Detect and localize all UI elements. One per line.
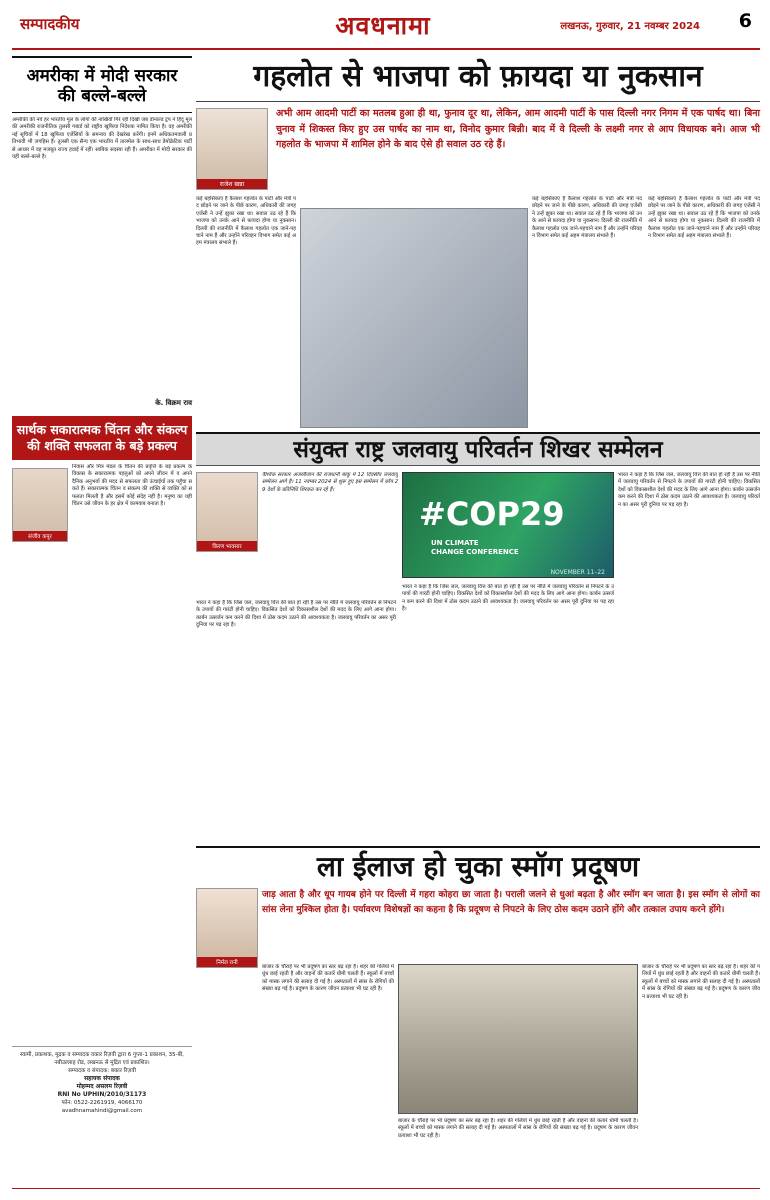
- politician-photo: [300, 208, 528, 428]
- logo-text: अवधनामा: [335, 11, 431, 40]
- phone: फोन: 0522-2261919, 4066170: [61, 1100, 143, 1106]
- author-name-2: किरण भावसार: [197, 541, 257, 551]
- left-column: [12, 56, 192, 1136]
- imprint-box: [12, 1046, 192, 1146]
- left-article-title: अमरीका में मोदी सरकार की बल्ले-बल्ले: [12, 56, 192, 113]
- left-article-body: अमरीकी की नये हर भारतीय मूल के लोगों की नाखियाँ गिरे रही दिखी जब डोनाल्ड ट्रंप ने हिंदू मूल की अमरीकी राजनीतिक तुलसी गबार्ड को राष्ट्रीय खुफिया निदेशक नामित किया है। वह अमरीकी नई सूचियों में 18 खुफिया एजेंसियों के समन्वय की देखरेख करेंगी। इनमें अधिकतमवाली प्रतिभावी भी जगहिस हैं। तुलसी एक सैन्य एक भारतीय में तालमेल के साथ-साथ डेमोक्रेटिक पार्टी से आधार में वह मजबूत राज्य हवाई में रहीं। साबिक सदस्या रही हैं। अमरीका में मोदी सरकार की यही बल्ले-बल्ले है।: [12, 117, 192, 161]
- climate-body-col1: भारत ने कहा है कि जिस जल, जलवायु वित्त की बात हो रही है उस पर नीति में जलवायु परिवर्तन से निपटने के उपायों की गारंटी होनी चाहिए। विकसित देशों को विकासशील देशों की मदद के लिए आगे आना होगा। कार्बन उत्सर्जन कम करने की दिशा में ठोस कदम उठाने की आवश्यकता है। जलवायु परिवर्तन का असर पूरी दुनिया पर पड़ रहा है।: [196, 600, 396, 629]
- author-photo-3: [196, 888, 258, 968]
- main-article-body-col1: कई बहसिकाएं हैं कैलाश गहलोत के पार्टी और मंत्री पद छोड़ने पर जाने के पीछे कारण, अधिकारी की जगह एजेंसी ने उन्हें झुका रखा था। सवाल उठ रहे हैं कि भाजपा को उनके आने से फ़ायदा होगा या नुकसान। दिल्ली की राजनीति में कैलाश गहलोत एक जाने-पहचाने नाम हैं और उन्होंने परिवहन विभाग समेत कई अहम मंत्रालय संभाले हैं।: [196, 196, 296, 247]
- main-headline: गहलोत से भाजपा को फ़ायदा या नुकसान: [196, 56, 760, 102]
- smog-banner: [196, 846, 760, 884]
- editor-name: मोहम्मद असलम रिज़वी: [76, 1083, 128, 1090]
- second-article: [12, 464, 192, 904]
- issue-date: लखनऊ, गुरुवार, 21 नवम्बर 2024: [560, 21, 700, 32]
- editor-label: सहायक संपादक: [84, 1075, 120, 1082]
- imprint-line-1: स्वामी, प्रकाशक, मुद्रक व सम्पादक वकार रिज़वी द्वारा 6 गुप्ता-1 प्रकाशन, 35-बी, नबीउल्लाह रोड, लखनऊ से मुद्रित एवं प्रकाशित।: [20, 1052, 184, 1066]
- cop29-subtitle: [431, 539, 519, 557]
- main-article-header: [196, 56, 760, 153]
- imprint-line-2: सम्पादक व संपादक: बकार रिज़वी: [68, 1068, 136, 1074]
- cop29-subtitle-line-2: CHANGE CONFERENCE: [431, 548, 519, 556]
- masthead: [12, 6, 760, 50]
- main-article-body-col3: कई बहसिकाएं हैं कैलाश गहलोत के पार्टी और मंत्री पद छोड़ने पर जाने के पीछे कारण, अधिकारी की जगह एजेंसी ने उन्हें झुका रखा था। सवाल उठ रहे हैं कि भाजपा को उनके आने से फ़ायदा होगा या नुकसान। दिल्ली की राजनीति में कैलाश गहलोत एक जाने-पहचाने नाम हैं और उन्होंने परिवहन विभाग समेत कई अहम मंत्रालय संभाले हैं।: [648, 196, 760, 240]
- cop29-photo: [402, 472, 614, 578]
- newspaper-logo[interactable]: [298, 8, 468, 46]
- rni-number: RNI No UPHIN/2010/31173: [57, 1091, 147, 1098]
- climate-body-col3: भारत ने कहा है कि जिस जल, जलवायु वित्त की बात हो रही है उस पर नीति में जलवायु परिवर्तन से निपटने के उपायों की गारंटी होनी चाहिए। विकसित देशों को विकासशील देशों की मदद के लिए आगे आना होगा। कार्बन उत्सर्जन कम करने की दिशा में ठोस कदम उठाने की आवश्यकता है। जलवायु परिवर्तन का असर पूरी दुनिया पर पड़ रहा है।: [618, 472, 760, 508]
- author-photo: [12, 468, 68, 542]
- smog-headline: ला ईलाज हो चुका स्मॉग प्रदूषण: [316, 850, 640, 883]
- main-article-lead: अभी आम आदमी पार्टी का मतलब हुआ ही था, फुनाव दूर था, लेकिन, आम आदमी पार्टी के पास दिल्ली नगर निगम में एक पार्षद था। बिना चुनाव में शिकस्त किए हुए उस पार्षद का नाम था, विनोद कुमार बिन्नी। बाद में वे दिल्ली के लक्ष्मी नगर से आप विधायक बने। आज भी गहलोत के भाजपा में शामिल होने के बाद ऐसे ही सवाल उठ रहे हैं।: [276, 108, 760, 150]
- smog-lead: जाड़ आता है और धूप गायब होने पर दिल्ली में गहरा कोहरा छा जाता है। पराली जलने से धुआं बढ़ता है और स्मॉग बन जाता है। इस स्मॉग से लोगों का सांस लेना मुश्किल होता है। पर्यावरण विशेषज्ञों का कहना है कि प्रदूषण से निपटने के लिए ठोस कदम उठाने होंगे और तत्काल उपाय करने होंगे।: [262, 890, 760, 915]
- section-label: सम्पादकीय: [20, 15, 80, 33]
- author-name: संजीव कपूर: [13, 531, 67, 541]
- author-photo-1: [196, 108, 268, 190]
- cop29-logo-text: #COP29: [419, 495, 565, 533]
- cop29-date: NOVEMBER 11–22: [550, 569, 605, 576]
- cop29-subtitle-line-1: UN CLIMATE: [431, 539, 479, 547]
- smog-body-col1: बाजार के चौराहे पर भी प्रदूषण का स्तर बढ़ रहा है। शहर की गलियों में धुंध छाई रहती है और वाहनों की कतारें धीमी चलती हैं। स्कूलों में बच्चों को मास्क लगाने की सलाह दी गई है। अस्पतालों में सांस के रोगियों की संख्या बढ़ गई है। प्रदूषण के कारण जीवन प्रत्याशा भी घट रही है।: [262, 964, 394, 993]
- smog-body-col3: बाजार के चौराहे पर भी प्रदूषण का स्तर बढ़ रहा है। शहर की गलियों में धुंध छाई रहती है और वाहनों की कतारें धीमी चलती हैं। स्कूलों में बच्चों को मास्क लगाने की सलाह दी गई है। अस्पतालों में सांस के रोगियों की संख्या बढ़ गई है। प्रदूषण के कारण जीवन प्रत्याशा भी घट रही है।: [642, 964, 760, 1000]
- left-article-byline: के. विक्रम राव: [155, 399, 192, 407]
- smog-photo: [398, 964, 638, 1114]
- climate-banner: [196, 432, 760, 466]
- climate-headline: संयुक्त राष्ट्र जलवायु परिवर्तन शिखर सम्मेलन: [293, 436, 663, 463]
- author-name-3: निर्मल रानी: [197, 957, 257, 967]
- author-photo-2: [196, 472, 258, 552]
- climate-intro: वैश्विक सरकार अजरबैजान की राजधानी बाकू में 12 दिवसीय जलवायु सम्मेलन आगे है। 11 नवम्बर 2024 से शुरू हुए इस सम्मेलन में कॉप 29 देशों के प्रतिनिधि शिरकत कर रहे हैं।: [262, 472, 398, 493]
- smog-body-col2: बाजार के चौराहे पर भी प्रदूषण का स्तर बढ़ रहा है। शहर की गलियों में धुंध छाई रहती है और वाहनों की कतारें धीमी चलती हैं। स्कूलों में बच्चों को मास्क लगाने की सलाह दी गई है। अस्पतालों में सांस के रोगियों की संख्या बढ़ गई है। प्रदूषण के कारण जीवन प्रत्याशा भी घट रही है।: [398, 1118, 638, 1139]
- footer-rule: [12, 1188, 760, 1189]
- main-article-body-col2: कई बहसिकाएं हैं कैलाश गहलोत के पार्टी और मंत्री पद छोड़ने पर जाने के पीछे कारण, अधिकारी की जगह एजेंसी ने उन्हें झुका रखा था। सवाल उठ रहे हैं कि भाजपा को उनके आने से फ़ायदा होगा या नुकसान। दिल्ली की राजनीति में कैलाश गहलोत एक जाने-पहचाने नाम हैं और उन्होंने परिवहन विभाग समेत कई अहम मंत्रालय संभाले हैं।: [532, 196, 642, 240]
- second-article-title: सार्थक सकारात्मक चिंतन और संकल्प की शक्ति सफलता के बड़े प्रकल्प: [12, 416, 192, 460]
- author-name-1: राजेश खन्ना: [197, 179, 267, 189]
- page-number: 6: [738, 10, 752, 32]
- email-link[interactable]: avadhnamahindi@gmail.com: [61, 1108, 143, 1114]
- second-article-body: निवास और मित्र मंडल के चिंतन की प्रवृत्ति के बड़े प्रकल्प के विकास के सकारात्मक पहलुओं को अपने जीवन में व अपने दैनिक अनुभवों की मदद से सफलता की ऊंचाईयों तक पहुँचा सकते हैं। सकारात्मक चिंतन व संकल्प की शक्ति से व्यक्ति को सफलता मिलती है और इसमें कोई संदेह नहीं है। मनुष्य का यही चिंतन उसे जीवन के हर क्षेत्र में कामयाब बनाता है।: [72, 464, 192, 508]
- climate-body-col2: भारत ने कहा है कि जिस जल, जलवायु वित्त की बात हो रही है उस पर नीति में जलवायु परिवर्तन से निपटने के उपायों की गारंटी होनी चाहिए। विकसित देशों को विकासशील देशों की मदद के लिए आगे आना होगा। कार्बन उत्सर्जन कम करने की दिशा में ठोस कदम उठाने की आवश्यकता है। जलवायु परिवर्तन का असर पूरी दुनिया पर पड़ रहा है।: [402, 584, 614, 613]
